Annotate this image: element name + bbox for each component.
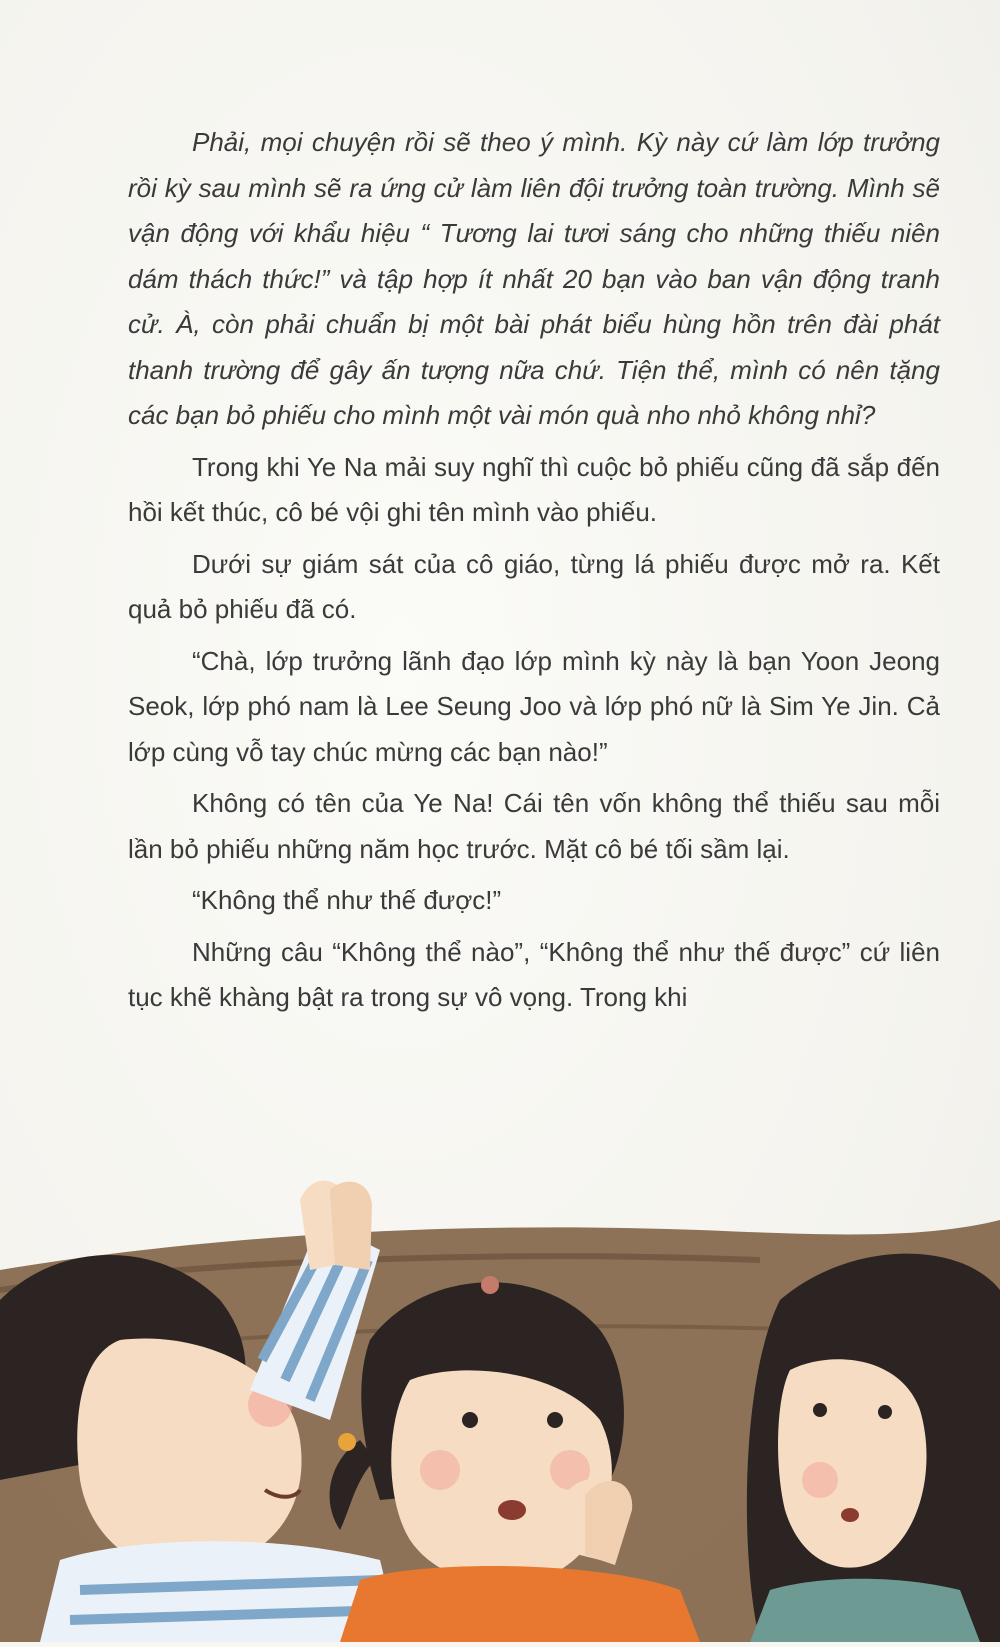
paragraph: Không có tên của Ye Na! Cái tên vốn không thể thiếu sau mỗi lần bỏ phiếu những năm học trước. Mặt cô bé tối sầm lại. [128, 788, 940, 864]
children-clapping-illustration [0, 1180, 1000, 1642]
paragraph-dialogue: “Không thể như thế được!” [192, 885, 502, 915]
paragraph: Dưới sự giám sát của cô giáo, từng lá phiếu được mở ra. Kết quả bỏ phiếu đã có. [128, 548, 940, 624]
paragraph-dialogue: “Chà, lớp trưởng lãnh đạo lớp mình kỳ này là bạn Yoon Jeong Seok, lớp phó nam là Lee Seung Joo và lớp phó nữ là Sim Ye Jin. Cả lớp cùng vỗ tay chúc mừng các bạn nào!” [128, 645, 940, 767]
paragraph: Trong khi Ye Na mải suy nghĩ thì cuộc bỏ phiếu cũng đã sắp đến hồi kết thúc, cô bé vội ghi tên mình vào phiếu. [128, 451, 940, 527]
paragraph: Những câu “Không thể nào”, “Không thể như thế được” cứ liên tục khẽ khàng bật ra trong sự vô vọng. Trong khi [128, 936, 940, 1012]
paragraph-thought: Phải, mọi chuyện rồi sẽ theo ý mình. Kỳ này cứ làm lớp trưởng rồi kỳ sau mình sẽ ra ứng cử làm liên đội trưởng toàn trường. Mình sẽ vận động với khẩu hiệu “ Tương lai tươi sáng cho những thiếu niên dám thách thức!” và tập hợp ít nhất 20 bạn vào ban vận động tranh cử. À, còn phải chuẩn bị một bài phát biểu hùng hồn trên đài phát thanh trường để gây ấn tượng nữa chứ. Tiện thể, mình có nên tặng các bạn bỏ phiếu cho mình một vài món quà nho nhỏ không nhỉ? [128, 127, 940, 430]
body-text [128, 120, 940, 1027]
